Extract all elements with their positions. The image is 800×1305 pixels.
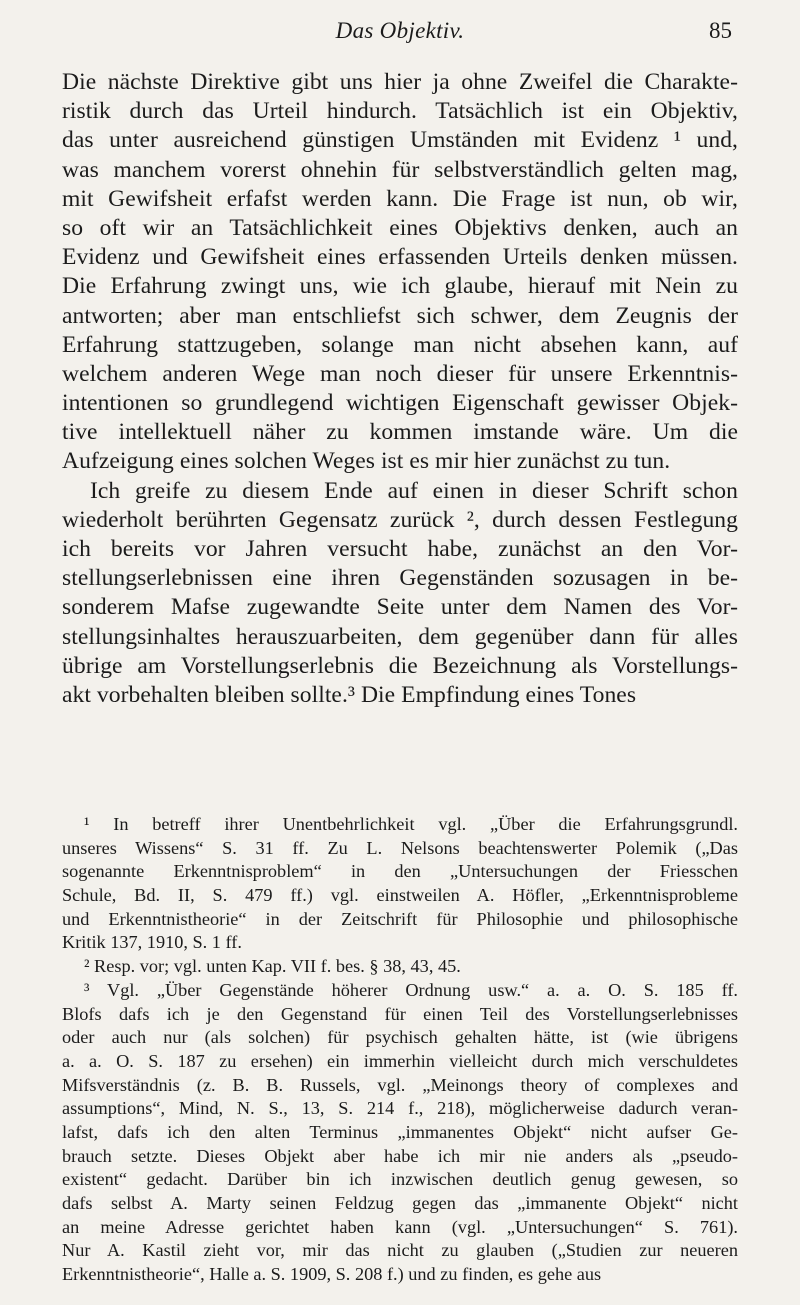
footnote-line: assumptions“, Mind, N. S., 13, S. 214 f., 218), möglicherweise dadurch veran-	[62, 1098, 738, 1119]
footnote-line: unseres Wissens“ S. 31 ff. Zu L. Nelsons beachtenswerter Polemik („Das	[62, 837, 738, 858]
text-line: Erfahrung stattzugeben, solange man nicht absehen kann, auf	[62, 331, 738, 358]
footnote-3	[62, 979, 738, 1287]
footnote-line: Schule, Bd. II, S. 479 ff.) vgl. einstweilen A. Höfler, „Erkenntnisprobleme	[62, 885, 738, 906]
footnote-line: dafs selbst A. Marty seinen Feldzug gegen das „immanente Objekt“ nicht	[62, 1193, 738, 1213]
text-line: welchem anderen Wege man noch dieser für unsere Erkenntnis-	[62, 360, 738, 387]
text-line: das unter ausreichend günstigen Umständen mit Evidenz ¹ und,	[62, 127, 738, 154]
text-line: tive intellektuell näher zu kommen imstande wäre. Um die	[62, 419, 738, 446]
footnote-line: Mifsverständnis (z. B. B. Russels, vgl. „Meinongs theory of complexes and	[62, 1074, 738, 1095]
text-line: Aufzeigung eines solchen Weges ist es mir hier zunächst zu tun.	[62, 448, 671, 475]
text-line: stellungserlebnissen eine ihren Gegenständen sozusagen in be-	[62, 565, 738, 592]
text-line: intentionen so grundlegend wichtigen Eigenschaft gewisser Objek-	[62, 390, 738, 417]
footnote-line: lafst, dafs ich den alten Terminus „immanentes Objekt“ nicht aufser Ge-	[62, 1121, 738, 1142]
text-line: mit Gewifsheit erfafst werden kann. Die Frage ist nun, ob wir,	[62, 185, 738, 212]
footnote-line: Erkenntnistheorie“, Halle a. S. 1909, S. 208 f.) und zu finden, es gehe aus	[62, 1264, 602, 1285]
text-line: so oft wir an Tatsächlichkeit eines Objektivs denken, auch an	[62, 214, 738, 241]
footnote-line: ² Resp. vor; vgl. unten Kap. VII f. bes. § 38, 43, 45.	[84, 956, 461, 977]
text-line: akt vorbehalten bleiben sollte.³ Die Empfindung eines Tones	[62, 681, 637, 708]
footnote-1	[62, 813, 738, 955]
footnotes	[62, 813, 738, 1287]
text-line: was manchem vorerst ohnehin für selbstverständlich gelten mag,	[62, 156, 738, 183]
text-line: antworten; aber man entschliefst sich schwer, dem Zeugnis der	[62, 302, 738, 329]
text-line: Die nächste Direktive gibt uns hier ja ohne Zweifel die Charakte-	[62, 69, 738, 95]
footnote-line: ¹ In betreff ihrer Unentbehrlichkeit vgl. „Über die Erfahrungsgrundl.	[84, 814, 738, 834]
footnote-line: und Erkenntnistheorie“ in der Zeitschrift für Philosophie und philosophische	[62, 908, 738, 929]
footnote-line: sogenannte Erkenntnisproblem“ in den „Untersuchungen der Friesschen	[62, 861, 738, 882]
text-line: ich bereits vor Jahren versucht habe, zunächst an den Vor-	[62, 536, 738, 562]
page-number: 85	[709, 18, 732, 43]
text-line: Ich greife zu diesem Ende auf einen in dieser Schrift schon	[90, 477, 738, 504]
text-line: Die Erfahrung zwingt uns, wie ich glaube, hierauf mit Nein zu	[62, 273, 738, 300]
running-title: Das Objektiv.	[335, 18, 465, 43]
footnote-line: an meine Adresse gerichtet haben kann (vgl. „Untersuchungen“ S. 761).	[62, 1216, 738, 1237]
text-line: ristik durch das Urteil hindurch. Tatsächlich ist ein Objektiv,	[62, 98, 738, 125]
footnote-line: oder auch nur (als solchen) für psychisch gehalten hätte, ist (wie übrigens	[62, 1027, 738, 1048]
footnote-line: ³ Vgl. „Über Gegenstände höherer Ordnung usw.“ a. a. O. S. 185 ff.	[84, 979, 738, 1000]
text-line: Evidenz und Gewifsheit eines erfassenden Urteils denken müssen.	[62, 244, 738, 271]
footnote-line: Kritik 137, 1910, S. 1 ff.	[62, 932, 242, 953]
footnote-line: brauch setzte. Dieses Objekt aber habe ich mir nie anders als „pseudo-	[62, 1145, 738, 1166]
page-header	[0, 0, 800, 60]
footnote-line: Nur A. Kastil zieht vor, mir das nicht zu glauben („Studien zur neueren	[62, 1240, 738, 1261]
text-line: stellungsinhaltes herauszuarbeiten, dem gegenüber dann für alles	[62, 623, 738, 650]
footnote-2	[62, 955, 738, 979]
main-text	[62, 68, 738, 710]
footnote-line: existent“ gedacht. Darüber bin ich inzwischen deutlich genug gewesen, so	[62, 1169, 738, 1190]
text-line: wiederholt berührten Gegensatz zurück ², durch dessen Festlegung	[62, 506, 738, 533]
text-line: sonderem Mafse zugewandte Seite unter dem Namen des Vor-	[62, 594, 738, 621]
text-line: übrige am Vorstellungserlebnis die Bezeichnung als Vorstellungs-	[62, 652, 738, 679]
footnote-line: Blofs dafs ich je den Gegenstand für einen Teil des Vorstellungserlebnisses	[62, 1003, 738, 1024]
footnote-line: a. a. O. S. 187 zu ersehen) ein immerhin vielleicht durch mich verschuldetes	[62, 1050, 738, 1071]
